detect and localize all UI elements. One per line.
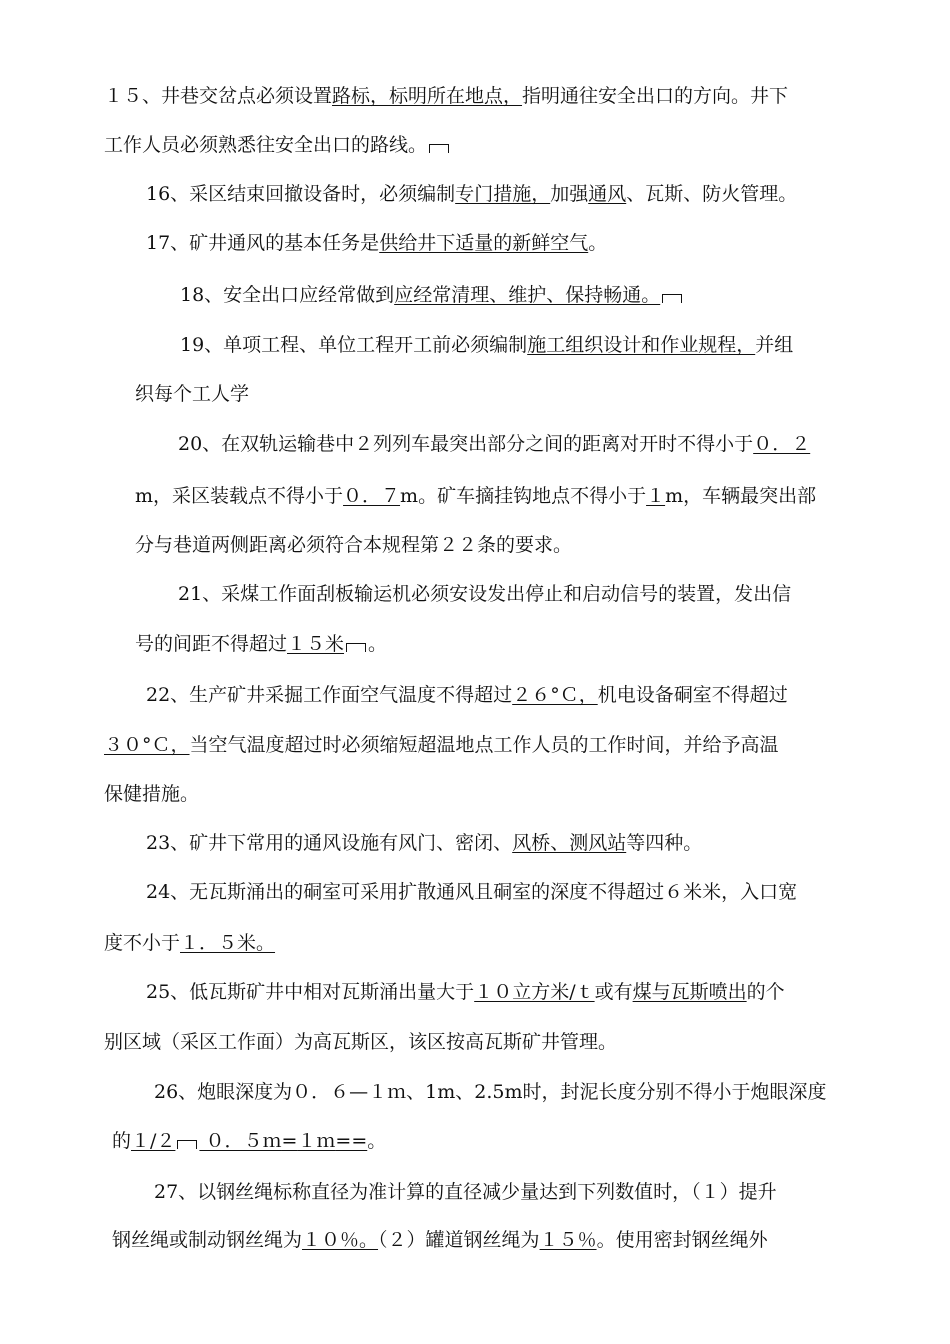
text-line — [154, 1080, 904, 1104]
text-segment: 并组 — [755, 334, 794, 356]
text-segment: 。使用密封钢丝绳外 — [596, 1229, 768, 1251]
text-segment: 当空气温度超过时必须缩短超温地点工作人员的工作时间，并给予高温 — [189, 734, 779, 756]
text-line — [104, 733, 904, 757]
text-segment: 。 — [588, 232, 608, 254]
text-segment: m，车辆最突出部 — [665, 485, 817, 507]
underlined-answer: == — [335, 1130, 368, 1152]
underlined-answer: 施工组织设计和作业规程， — [527, 334, 756, 356]
text-segment: 。 — [368, 633, 388, 655]
text-segment: 18、安全出口应经常做到 — [180, 284, 395, 306]
text-segment: 。 — [367, 1130, 387, 1152]
text-segment: 保健措施。 — [104, 783, 200, 805]
text-line — [146, 831, 786, 855]
text-segment: 或有 — [594, 981, 633, 1003]
text-segment: 度不小于 — [104, 932, 181, 954]
text-line — [154, 1180, 904, 1204]
text-segment: 钢丝绳或制动钢丝绳为 — [112, 1229, 303, 1251]
correction-mark — [177, 1140, 197, 1149]
text-segment: 机电设备硐室不得超过 — [597, 684, 788, 706]
text-line — [178, 432, 904, 456]
text-line — [180, 283, 760, 307]
underlined-answer: ２６°Ｃ， — [512, 684, 598, 706]
text-segment: 20、在双轨运输巷中２列列车最突出部分之间的距离对开时不得小于 — [178, 433, 754, 455]
text-segment: 22、生产矿井采掘工作面空气温度不得超过 — [146, 684, 513, 706]
underlined-answer: 通风 — [588, 183, 627, 205]
text-segment: 25、低瓦斯矿井中相对瓦斯涌出量大于 — [146, 981, 475, 1003]
text-segment: 16、采区结束回撤设备时，必须编制 — [146, 183, 456, 205]
correction-mark — [662, 294, 682, 303]
text-line — [104, 782, 204, 806]
text-segment: 指明通往安全出口的方向。井下 — [522, 85, 789, 107]
underlined-answer: ０．５ｍ — [199, 1130, 282, 1152]
text-segment: 27、以钢丝绳标称直径为准计算的直径减少量达到下列数值时，（１）提升 — [154, 1181, 777, 1203]
text-line — [146, 880, 904, 904]
underlined-answer: ３０°Ｃ， — [104, 734, 190, 756]
correction-mark — [429, 144, 449, 153]
underlined-answer: 专门措施， — [455, 183, 551, 205]
underlined-answer: １０％。 — [302, 1229, 379, 1251]
text-segment: 工作人员必须熟悉往安全出口的路线。 — [104, 134, 428, 156]
underlined-answer: １０立方米/ｔ — [474, 981, 595, 1003]
text-segment: m。矿车摘挂钩地点不得小于 — [400, 485, 647, 507]
text-segment: m，采区装载点不得小于 — [135, 485, 344, 507]
correction-mark — [346, 643, 366, 652]
text-segment: 23、矿井下常用的通风设施有风门、密闭、 — [146, 832, 513, 854]
text-line — [146, 980, 904, 1004]
text-segment: 的个 — [746, 981, 785, 1003]
underlined-answer: 路标，标明所在地点， — [332, 85, 523, 107]
text-segment: 24、无瓦斯涌出的硐室可采用扩散通风且硐室的深度不得超过６米米，入口宽 — [146, 881, 798, 903]
underlined-answer: 煤与瓦斯喷出 — [632, 981, 747, 1003]
underlined-answer: １ｍ — [297, 1130, 336, 1152]
text-segment: 别区域（采区工作面）为高瓦斯区，该区按高瓦斯矿井管理。 — [104, 1031, 618, 1053]
underlined-answer: １．５米。 — [180, 932, 276, 954]
text-segment: 21、采煤工作面刮板输运机必须安设发出停止和启动信号的装置，发出信 — [178, 583, 792, 605]
text-line — [135, 484, 905, 508]
underlined-answer: = — [281, 1130, 298, 1152]
underlined-answer: ０．７ — [343, 485, 401, 507]
text-segment: 加强 — [550, 183, 589, 205]
underlined-answer: １/２ — [131, 1130, 176, 1152]
underlined-answer: １５％ — [539, 1229, 597, 1251]
text-line — [104, 84, 904, 108]
text-line — [135, 533, 645, 557]
underlined-answer: 供给井下适量的新鲜空气 — [379, 232, 589, 254]
text-line — [135, 632, 420, 656]
text-line — [112, 1228, 904, 1252]
text-segment: 分与巷道两侧距离必须符合本规程第２２条的要求。 — [135, 534, 573, 556]
underlined-answer: 风桥、测风站 — [512, 832, 627, 854]
text-line — [178, 582, 904, 606]
text-line — [146, 231, 671, 255]
underlined-answer: ０．２ — [753, 433, 811, 455]
text-segment: 26、炮眼深度为０．６—１ｍ、1m、2.5m时，封泥长度分别不得小于炮眼深度 — [154, 1081, 827, 1103]
text-segment: 的 — [112, 1130, 132, 1152]
text-line — [135, 382, 275, 406]
text-segment: １５、井巷交岔点必须设置 — [104, 85, 333, 107]
text-segment: 织每个工人学 — [135, 383, 250, 405]
text-segment: 19、单项工程、单位工程开工前必须编制 — [180, 334, 528, 356]
text-line — [180, 333, 904, 357]
text-line — [104, 133, 524, 157]
underlined-answer: 应经常清理、维护、保持畅通。 — [394, 284, 661, 306]
text-line — [146, 683, 904, 707]
text-line — [146, 182, 896, 206]
underlined-answer: １ — [646, 485, 666, 507]
text-line — [112, 1129, 397, 1153]
text-line — [104, 1030, 699, 1054]
text-segment: 、瓦斯、防火管理。 — [626, 183, 798, 205]
text-line — [104, 931, 294, 955]
text-segment: （２）罐道钢丝绳为 — [378, 1229, 540, 1251]
text-segment: 17、矿井通风的基本任务是 — [146, 232, 380, 254]
text-segment: 等四种。 — [626, 832, 703, 854]
text-segment: 号的间距不得超过 — [135, 633, 288, 655]
underlined-answer: １５米 — [287, 633, 345, 655]
